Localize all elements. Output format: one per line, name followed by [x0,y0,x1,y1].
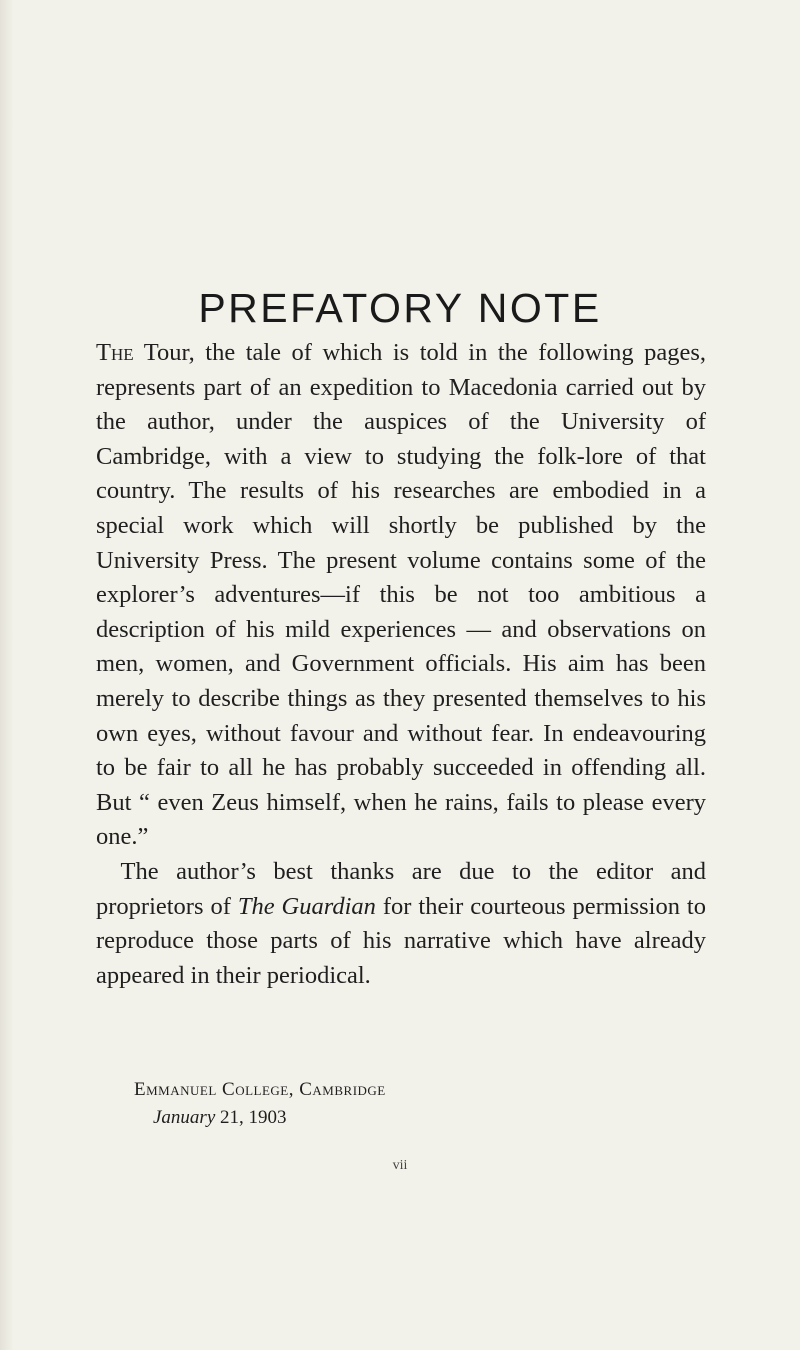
page-number: vii [392,1158,408,1173]
page-binding-edge [0,0,14,1350]
prefatory-text [96,336,706,993]
signature-date [134,1104,386,1132]
publication-title: The Guardian [237,892,376,920]
paragraph-1-text: Tour, the tale of which is told in the following pages, represents part of an expedition to Macedonia carried out by the author, under the auspices of the University of Cambridge, with a view to studying the folk-lore of that country. The results of his researches are embodied in a special work which will shortly be published by the University Press. The present volume contains some of the explorer’s adventures—if this be not too ambitious a description of his mild experiences — and observations on men, women, and Government officials. His aim has been merely to describe things as they presented themselves to his own eyes, without favour and without fear. In endeavouring to be fair to all he has probably succeeded in offending all. But “ even Zeus himself, when he rains, fails to please every one.” [96,339,706,851]
page-title: PREFATORY NOTE [198,285,602,332]
signature-block [134,1076,386,1132]
paragraph-2-before: The author’s best thanks are due to the editor and proprietors of [96,857,706,920]
paragraph-1 [96,336,706,855]
signature-place: Emmanuel College, Cambridge [134,1079,386,1100]
lead-word: The [96,339,134,366]
signature-month: January [153,1107,216,1128]
paragraph-2-after: for their courteous permission to reproduce those parts of his narrative which have already appeared in their periodical. [96,892,706,989]
paragraph-2 [96,855,706,993]
signature-day-year: 21, 1903 [215,1107,287,1128]
